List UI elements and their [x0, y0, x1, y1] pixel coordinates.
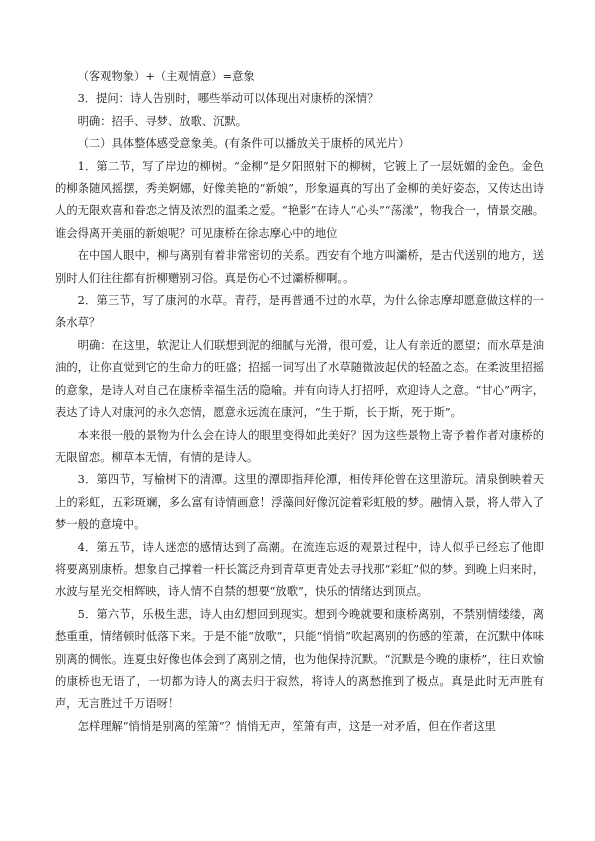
paragraph-question-3: 3．提问：诗人告别时，哪些举动可以体现出对康桥的深情？ — [77, 92, 379, 106]
paragraph-section-heading-2: （二）具体整体感受意象美。(有条件可以播放关于康桥的风光片） — [77, 137, 410, 151]
paragraph-point-3-pool: 3．第四节，写榆树下的清潭。这里的潭即指拜伦潭，相传拜伦曾在这里游玩。清泉倒映着天上的彩虹，五彩斑斓，多么富有诗情画意！浮藻间好像沉淀着彩虹般的梦。融情入景，将人带入了梦一般的意境中。 — [55, 473, 544, 532]
paragraph-point-2-question: 2．第三节，写了康河的水草。青荇，是再普通不过的水草，为什么徐志摩却愿意做这样的一条水草？ — [55, 294, 544, 330]
paragraph-closing-question: 怎样理解“悄悄是别离的笙箫”？悄悄无声，笙箫有声，这是一对矛盾，但在作者这里 — [77, 719, 496, 733]
paragraph-point-4-climax: 4．第五节，诗人迷恋的感情达到了高潮。在流连忘返的观景过程中，诗人似乎已经忘了他即将要离别康桥。想象自己撑着一杆长篙泛舟到青草更青处去寻找那“彩虹”似的梦。到晚上归来时，水波与星光交相辉映，诗人情不自禁的想要“放歌”，快乐的情绪达到顶点。 — [55, 540, 544, 599]
paragraph-willow-custom: 在中国人眼中，柳与离别有着非常密切的关系。西安有个地方叫灞桥，是古代送别的地方，送别时人们往往都有折柳赠别习俗。真是伤心不过灞桥柳啊。。 — [55, 249, 544, 285]
paragraph-image-formula: （客观物象）+（主观情意）=意象 — [77, 70, 255, 83]
paragraph-answer-3: 明确：招手、寻梦、放歌、沉默。 — [77, 114, 248, 128]
paragraph-point-5-farewell: 5．第六节，乐极生悲，诗人由幻想回到现实。想到今晚就要和康桥离别，不禁别情缕缕，离愁重重，情绪顿时低落下来。于是不能“放歌”，只能“悄悄”吹起离别的伤感的笙萧，在沉默中体味别离的惆怅。连夏虫好像也体会到了离别之情，也为他保持沉默。“沉默是今晚的康桥”，往日欢愉的康桥也无语了，一切都为诗人的离去归于寂然，将诗人的离愁推到了极点。真是此时无声胜有声，无言胜过千万语呀！ — [55, 607, 544, 711]
paragraph-scenery-reason: 本来很一般的景物为什么会在诗人的眼里变得如此美好？因为这些景物上寄予着作者对康桥的无限留恋。柳草本无情，有情的是诗人。 — [55, 428, 544, 464]
paragraph-point-2-answer: 明确：在这里，软泥让人们联想到泥的细腻与光滑，很可爱，让人有亲近的愿望；而水草是油油的，让你直觉到它的生命力的旺盛；招摇一词写出了水草随微波起伏的轻盈之态。在柔波里招摇的意象，是诗人对自己在康桥幸福生活的隐喻。并有向诗人打招呼，欢迎诗人之意。“甘心”两字，表达了诗人对康河的永久恋情，愿意永远流在康河，“生于斯，长于斯，死于斯”。 — [55, 338, 544, 420]
paragraph-point-1-willow: 1．第二节，写了岸边的柳树。“金柳”是夕阳照射下的柳树，它镀上了一层妩媚的金色。金色的柳条随风摇摆，秀美婀娜，好像美艳的“新娘”，形象逼真的写出了金柳的美好姿态，又传达出诗人的无限欢喜和眷恋之情及浓烈的温柔之爱。“艳影”在诗人“心头”“荡漾”，物我合一，情景交融。谁会得离开美丽的新娘呢？可见康桥在徐志摩心中的地位 — [55, 159, 544, 240]
document-body — [55, 66, 544, 738]
